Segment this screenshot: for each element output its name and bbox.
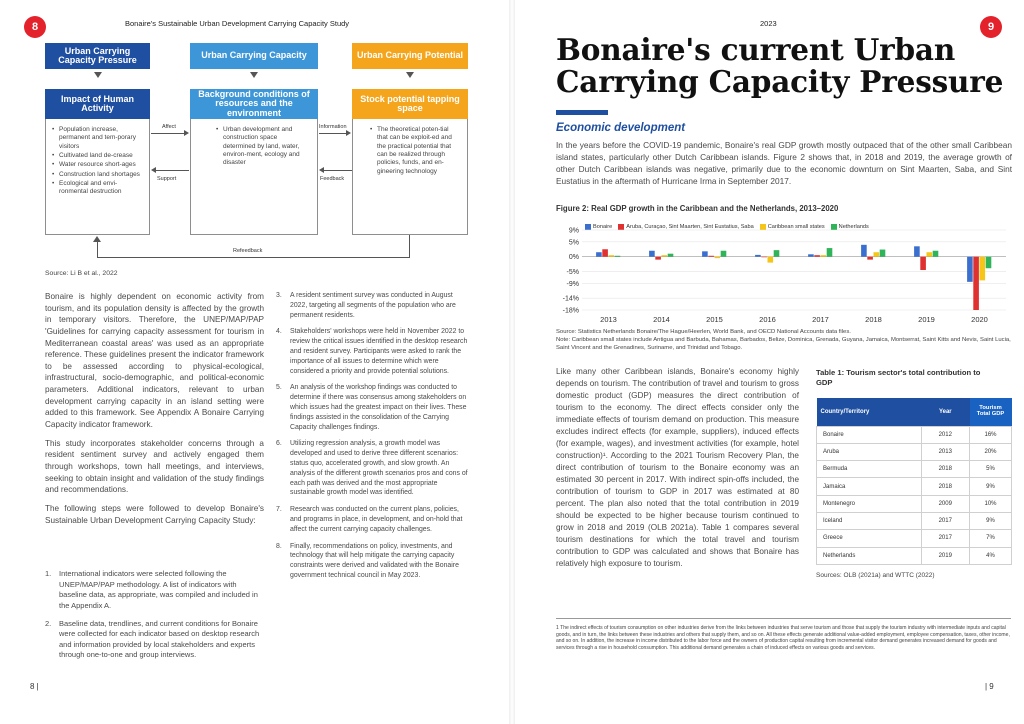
footer-left: 8 | bbox=[30, 682, 39, 691]
bar-netherlands bbox=[774, 250, 780, 257]
table-cell-year: 2019 bbox=[921, 547, 969, 564]
bullet-item: • Ecological and envi-ronmental destruction bbox=[52, 180, 144, 197]
arrow-left-icon bbox=[319, 167, 324, 173]
table-row bbox=[817, 443, 1012, 460]
table-cell-country: Netherlands bbox=[817, 547, 922, 564]
x-tick-label: 2013 bbox=[600, 315, 617, 324]
page-number-badge-right: 9 bbox=[980, 16, 1002, 38]
bar-aruba bbox=[602, 249, 608, 256]
table-row bbox=[817, 478, 1012, 495]
y-tick-label: 0% bbox=[568, 254, 579, 262]
table-cell-year: 2018 bbox=[921, 461, 969, 478]
legend-item: Aruba, Curaçao, Sint Maarten, Sint Eustatius, Saba bbox=[618, 224, 753, 230]
bar-caribbean-small-states bbox=[662, 255, 668, 256]
page-number-badge-left: 8 bbox=[24, 16, 46, 38]
y-tick-label: 5% bbox=[568, 239, 579, 247]
table-cell-country: Aruba bbox=[817, 443, 922, 460]
bullet-item: • Cultivated land de-crease bbox=[52, 152, 144, 160]
bar-netherlands bbox=[933, 251, 939, 257]
paragraph: The following steps were followed to develop Bonaire's Sustainable Urban Development Carrying Capacity Study: bbox=[45, 503, 264, 525]
table-cell-country: Greece bbox=[817, 530, 922, 547]
left-column-a bbox=[45, 291, 264, 533]
steps-list-a bbox=[45, 569, 264, 668]
refeedback-line bbox=[97, 257, 410, 258]
bar-bonaire bbox=[649, 251, 655, 257]
bar-aruba bbox=[814, 255, 820, 256]
diagram-header-capacity: Urban Carrying Capacity bbox=[190, 43, 318, 69]
table-cell-year: 2017 bbox=[921, 530, 969, 547]
refeedback-label: Refeedback bbox=[233, 248, 263, 254]
footnote: 1 The indirect effects of tourism consumption on other industries derive from the links between industries that serve tourism and those that supply the tourism industry with intermediate inputs and capital goods, and in turn, the links between these industries and others that supply them, and so on. All these effects generate additional value-added employment, employee compensation, taxes, other income, and so on. In addition, the increase in income distributed to the labor force and the owners of production capital resulting from incremental visitor demand generates increased demand for goods and services through a rise in household consumption. This additional demand generates a chain of induced effects on various goods and services. bbox=[556, 625, 1010, 651]
information-label: Information bbox=[319, 124, 347, 130]
bar-bonaire bbox=[755, 255, 761, 257]
affect-label: Affect bbox=[162, 124, 176, 130]
bullet-item: • Urban development and construction space determined by land, water, environ-ment, ecology and disaster bbox=[216, 126, 304, 168]
table-cell-share: 7% bbox=[970, 530, 1012, 547]
information-arrow-line bbox=[319, 133, 347, 134]
bar-bonaire bbox=[596, 252, 602, 256]
diagram-subheader-stock-potential: Stock potential tapping space bbox=[352, 89, 468, 119]
list-item: 8. Finally, recommendations on policy, investments, and technology that will help mitigate the carrying capacity constraints were derived and validated with the Bonaire government technical council in May 2023. bbox=[276, 542, 459, 579]
bar-aruba bbox=[655, 257, 661, 260]
running-head-right: 2023 bbox=[760, 19, 777, 28]
support-arrow-line bbox=[156, 170, 189, 171]
paragraph: This study incorporates stakeholder concerns through a resident sentiment survey and actively engaged them through workshops, town hall meetings, and interviews, seeking to obtain insight and validation of the study findings and recommendations. bbox=[45, 438, 264, 495]
bar-caribbean-small-states bbox=[927, 252, 933, 256]
refeedback-line bbox=[97, 241, 98, 257]
tourism-gdp-table bbox=[816, 398, 1012, 565]
table-cell-year: 2013 bbox=[921, 443, 969, 460]
x-tick-label: 2017 bbox=[812, 315, 829, 324]
figure-caption: Figure 2: Real GDP growth in the Caribbean and the Netherlands, 2013–2020 bbox=[556, 204, 839, 213]
table-caption: Table 1: Tourism sector's total contribution to GDP bbox=[816, 368, 981, 388]
table-row bbox=[817, 547, 1012, 564]
arrow-left-icon bbox=[151, 167, 156, 173]
bar-netherlands bbox=[880, 250, 886, 257]
table-row bbox=[817, 530, 1012, 547]
list-item: 6. Utilizing regression analysis, a growth model was developed and used to derive three different scenarios: status quo, accelerated growth, and slow growth. An analysis of the different growth scenarios pros and cons of each path was derived and the most appropriate sustainable growth model was identified. bbox=[276, 440, 468, 497]
chart-source: Source: Statistics Netherlands Bonaire/The Hague/Heerlen, World Bank, and OECD National Accounts data files. bbox=[556, 329, 851, 335]
bar-netherlands bbox=[615, 256, 621, 257]
table-cell-year: 2012 bbox=[921, 426, 969, 443]
bar-netherlands bbox=[668, 254, 674, 257]
bar-aruba bbox=[708, 256, 714, 257]
bar-bonaire bbox=[967, 257, 973, 282]
x-tick-label: 2020 bbox=[971, 315, 988, 324]
y-tick-label: -9% bbox=[566, 280, 579, 288]
table-row bbox=[817, 461, 1012, 478]
legend-item: Netherlands bbox=[831, 224, 869, 230]
diagram-bullets-resources bbox=[216, 126, 304, 169]
table-header: Tourism Total GDP bbox=[970, 398, 1012, 426]
page-title: Bonaire's current Urban Carrying Capacity Pressure bbox=[556, 32, 1004, 99]
x-tick-label: 2014 bbox=[653, 315, 670, 324]
bar-caribbean-small-states bbox=[821, 255, 827, 256]
bullet-item: • The theoretical poten-tial that can be exploit-ed and the practical potential that can be realized through policies, funds, and en-gineering technology bbox=[370, 126, 460, 176]
footer-right: | 9 bbox=[985, 682, 994, 691]
table-header: Country/Territory bbox=[817, 398, 922, 426]
arrow-right-icon bbox=[346, 130, 351, 136]
bar-netherlands bbox=[721, 251, 727, 257]
table-row bbox=[817, 495, 1012, 512]
diagram-bullets-human-activity bbox=[52, 126, 144, 198]
bar-caribbean-small-states bbox=[609, 255, 615, 256]
tourism-paragraph: Like many other Caribbean islands, Bonaire's economy highly depends on tourism. The contribution of travel and tourism to gross domestic product (GDP) measures the direct contribution of tourism to the economy. The direct effects consider only the immediate effects of tourism demand on production. This measure excludes indirect effects (for example, suppliers), induced effects (for example, wages), and investment activities (for example, hotel construction)¹. According to the 2021 Tourism Recovery Plan, the direct contribution of tourism to the Bonaire economy was an estimated 30 percent in 2017. With indirect spin-offs included, the contribution of tourism to GDP in 2017 was estimated at 80 percent. The plan also noted that the total contribution in 2019 should be expected to be higher because tourism continued to grow in 2018 and 2019 (OLB 2021a). Table 1 compares several tourism destinations for which the total travel and tourism contribution to GDP was calculated and shows that Bonaire has relatively high exposure to tourism. bbox=[556, 367, 799, 568]
legend-item: Caribbean small states bbox=[760, 224, 825, 230]
bar-aruba bbox=[920, 257, 926, 270]
bar-bonaire bbox=[861, 245, 867, 257]
x-tick-label: 2015 bbox=[706, 315, 723, 324]
arrow-down-icon bbox=[94, 72, 102, 78]
list-item: 1. International indicators were selected following the UNEP/MAP/PAP methodology. A list of indicators with baseline data, as appropriate, was compiled and included in the Appendix A. bbox=[45, 569, 258, 610]
table-source: Sources: OLB (2021a) and WTTC (2022) bbox=[816, 572, 935, 579]
table-cell-year: 2009 bbox=[921, 495, 969, 512]
table-cell-share: 16% bbox=[970, 426, 1012, 443]
footnote-rule bbox=[556, 618, 1011, 619]
table-row bbox=[817, 512, 1012, 529]
y-tick-label: -5% bbox=[566, 268, 579, 276]
bar-caribbean-small-states bbox=[768, 257, 774, 263]
bullet-item: • Population increase, permanent and tem-porary visitors bbox=[52, 126, 144, 151]
bar-caribbean-small-states bbox=[980, 257, 986, 281]
diagram-header-pressure: Urban Carrying Capacity Pressure bbox=[45, 43, 150, 69]
y-tick-label: -18% bbox=[562, 307, 579, 315]
arrow-up-icon bbox=[93, 236, 101, 242]
x-tick-label: 2016 bbox=[759, 315, 776, 324]
bar-caribbean-small-states bbox=[715, 257, 721, 258]
diagram-subheader-human-activity: Impact of Human Activity bbox=[45, 89, 150, 119]
table-cell-country: Iceland bbox=[817, 512, 922, 529]
chart-note: Note: Caribbean small states include Antigua and Barbuda, Bahamas, Barbados, Belize, Dominica, Grenada, Guyana, Jamaica, Montserrat, Saint Kitts and Nevis, Saint Lucia, Saint Vincent and the Grenadines, Suriname, and Trinidad and Tobago. bbox=[556, 336, 1011, 351]
refeedback-line bbox=[409, 235, 410, 257]
chart-source-note bbox=[556, 329, 1011, 352]
bar-netherlands bbox=[827, 248, 833, 257]
title-accent-bar bbox=[556, 110, 608, 115]
list-item: 5. An analysis of the workshop findings was conducted to determine if there was consensus among stakeholders on which issues had the greatest impact on their lives. These findings assisted in the consolidation of the Carrying Capacity challenges findings. bbox=[276, 384, 467, 431]
paragraph: Bonaire is highly dependent on economic activity from tourism, and its population density is affected by the growth in temporary visitors. Therefore, the UNEP/MAP/PAP 'Guidelines for carrying capacity assessment for tourism in Mediterranean coastal areas' was used as an appropriate reference. These guidelines present the indicator framework to be assessed according to physical-ecological, infrastructural, socio-demographic, and political-economic parameters. Additional indicators, relevant to urban development carrying capacity in an island setting were added to this framework. See Appendix A Bonaire Carrying Capacity indicator framework. bbox=[45, 292, 264, 430]
x-tick-label: 2018 bbox=[865, 315, 882, 324]
list-item: 3. A resident sentiment survey was conducted in August 2022, targeting all segments of the population who are permanent residents. bbox=[276, 292, 456, 319]
bar-aruba bbox=[867, 257, 873, 260]
arrow-right-icon bbox=[184, 130, 189, 136]
table-cell-share: 4% bbox=[970, 547, 1012, 564]
bar-caribbean-small-states bbox=[874, 252, 880, 256]
bullet-item: • Water resource short-ages bbox=[52, 161, 144, 169]
table-cell-share: 5% bbox=[970, 461, 1012, 478]
affect-arrow-line bbox=[151, 133, 185, 134]
bar-aruba bbox=[973, 257, 979, 310]
table-header: Year bbox=[921, 398, 969, 426]
table-cell-year: 2018 bbox=[921, 478, 969, 495]
table-cell-share: 9% bbox=[970, 512, 1012, 529]
diagram-subheader-resources: Background conditions of resources and the environment bbox=[190, 89, 318, 119]
arrow-down-icon bbox=[250, 72, 258, 78]
bar-bonaire bbox=[702, 251, 708, 256]
table-cell-country: Bermuda bbox=[817, 461, 922, 478]
table-cell-year: 2017 bbox=[921, 512, 969, 529]
arrow-down-icon bbox=[406, 72, 414, 78]
diagram-header-potential: Urban Carrying Potential bbox=[352, 43, 468, 69]
table-cell-share: 20% bbox=[970, 443, 1012, 460]
section-heading: Economic development bbox=[556, 122, 686, 134]
book-gutter bbox=[509, 0, 515, 724]
table-cell-share: 10% bbox=[970, 495, 1012, 512]
diagram-source: Source: Li B et al., 2022 bbox=[45, 270, 118, 277]
diagram-bullets-potential bbox=[370, 126, 460, 177]
bar-netherlands bbox=[986, 257, 992, 269]
y-tick-label: -14% bbox=[562, 295, 579, 303]
steps-list-b bbox=[276, 291, 469, 588]
feedback-arrow-line bbox=[324, 170, 352, 171]
bullet-item: • Construction land shortages bbox=[52, 171, 144, 179]
list-item: 7. Research was conducted on the current plans, policies, and programs in place, in development, and on-hold that affect the current carrying capacity challenges. bbox=[276, 506, 463, 533]
table-header-row bbox=[817, 398, 1012, 426]
x-tick-label: 2019 bbox=[918, 315, 935, 324]
table-cell-country: Montenegro bbox=[817, 495, 922, 512]
list-item: 4. Stakeholders' workshops were held in November 2022 to review the critical issues identified in the desktop research and resident survey. Participants were asked to rank the importance of all issues to determine which were considered a priority and provide potential solutions. bbox=[276, 328, 468, 375]
support-label: Support bbox=[157, 176, 177, 182]
feedback-label: Feedback bbox=[320, 176, 345, 182]
gdp-growth-chart bbox=[556, 226, 1012, 326]
table-cell-share: 9% bbox=[970, 478, 1012, 495]
bar-bonaire bbox=[808, 254, 814, 256]
list-item: 2. Baseline data, trendlines, and current conditions for Bonaire were collected for each indicator based on desktop research and information provided by local stakeholders and experts through one-to-one and group interviews. bbox=[45, 618, 260, 660]
bar-aruba bbox=[761, 257, 767, 258]
table-cell-country: Bonaire bbox=[817, 426, 922, 443]
table-cell-country: Jamaica bbox=[817, 478, 922, 495]
running-head-left: Bonaire's Sustainable Urban Development Carrying Capacity Study bbox=[125, 19, 350, 28]
y-tick-label: 9% bbox=[568, 227, 579, 235]
legend-item: Bonaire bbox=[585, 224, 612, 230]
bar-bonaire bbox=[914, 246, 920, 256]
table-row bbox=[817, 426, 1012, 443]
intro-paragraph: In the years before the COVID-19 pandemic, Bonaire's real GDP growth mostly outpaced that of the other small Caribbean island states, particularly other Dutch Caribbean islands. Figure 2 shows that, in 2018 and 2019, the average growth of other Dutch Caribbean islands was negative, primarily due to the economic downturn on Sint Maarten, Saba, and Sint Eustatius in the aftermath of Hurricane Irma in September 2017. bbox=[556, 140, 1012, 187]
